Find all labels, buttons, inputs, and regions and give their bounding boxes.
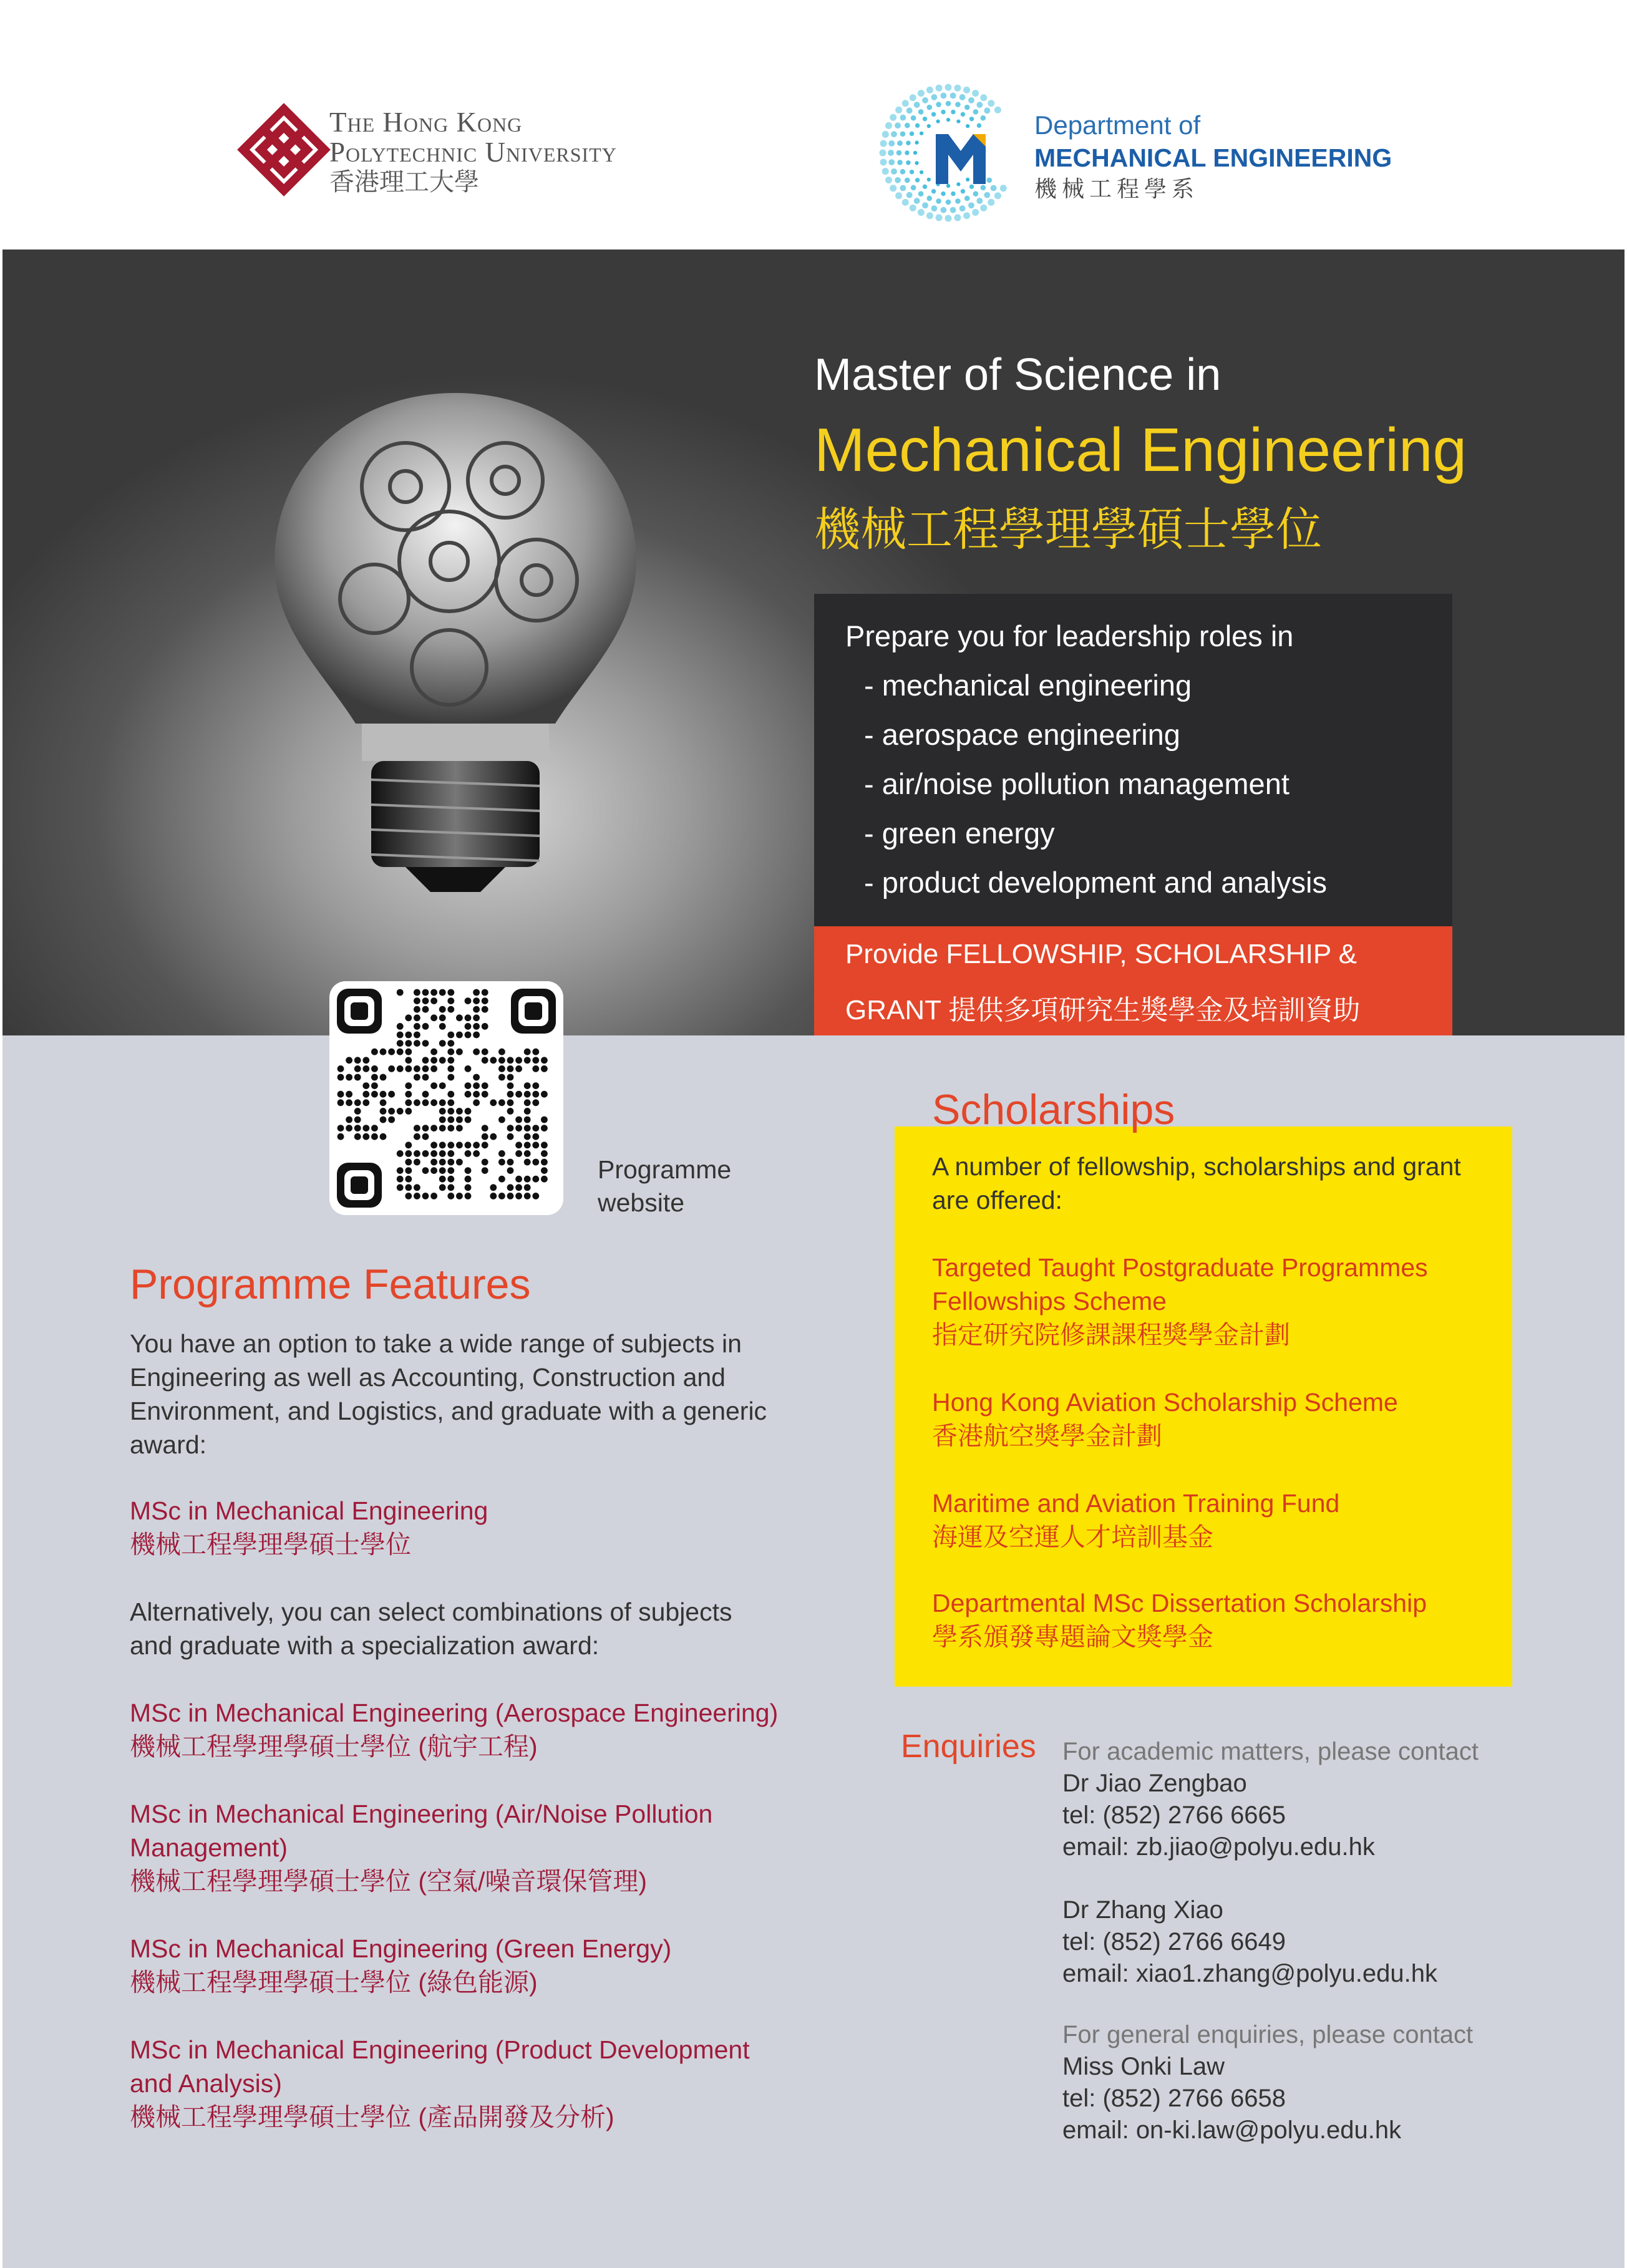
programme-title-zh: 機械工程學理學碩士學位 (814, 503, 1322, 556)
scholarship-en: Fellowships Scheme (932, 1287, 1167, 1316)
generic-award-en: MSc in Mechanical Engineering (130, 1496, 488, 1525)
scholarship-en: Departmental MSc Dissertation Scholarship (932, 1589, 1427, 1617)
programme-title-line1: Master of Science in (814, 350, 1221, 400)
polyu-logo-icon (237, 103, 331, 196)
programme-website-qr-code[interactable] (329, 981, 563, 1215)
role-item: - product development and analysis (864, 866, 1327, 899)
award-zh: 機械工程學理學碩士學位 (產品開發及分析) (130, 2103, 614, 2131)
award-item (130, 2033, 750, 2134)
programme-title-line2: Mechanical Engineering (814, 415, 1467, 484)
fellowship-line1: Provide FELLOWSHIP, SCHOLARSHIP & (845, 939, 1357, 969)
scholarship-zh: 香港航空獎學金計劃 (932, 1422, 1162, 1450)
contact-name: Dr Zhang Xiao (1062, 1896, 1223, 1924)
features-intro-line: award: (130, 1430, 207, 1459)
general-intro: For general enquiries, please contact (1062, 2021, 1474, 2048)
scholarships-intro (932, 1150, 1461, 1217)
roles-intro: Prepare you for leadership roles in (845, 619, 1294, 652)
award-zh: 機械工程學理學碩士學位 (航宇工程) (130, 1732, 538, 1761)
award-item (130, 1696, 778, 1763)
features-intro-line: Engineering as well as Accounting, Construction and (130, 1363, 726, 1392)
role-item: - green energy (864, 817, 1055, 850)
role-item: - aerospace engineering (864, 718, 1180, 751)
qr-label-line2: website (598, 1188, 685, 1217)
award-en: Management) (130, 1833, 288, 1862)
department-zh: 機械工程學系 (1034, 177, 1200, 202)
alt-intro-line: Alternatively, you can select combinations of subjects (130, 1597, 732, 1626)
polyu-name-line2: Polytechnic University (329, 137, 617, 168)
fellowship-line2: GRANT 提供多項研究生獎學金及培訓資助 (845, 995, 1361, 1025)
scholarship-zh: 學系頒發專題論文獎學金 (932, 1622, 1213, 1651)
scholarship-item (932, 1385, 1398, 1453)
award-zh: 機械工程學理學碩士學位 (綠色能源) (130, 1968, 538, 1997)
polyu-name (329, 107, 617, 197)
generic-award (130, 1494, 488, 1561)
scholarships-intro-line: are offered: (932, 1186, 1062, 1214)
role-item: - mechanical engineering (864, 669, 1192, 702)
contact-name: Dr Jiao Zengbao (1062, 1770, 1247, 1797)
department-line2: MECHANICAL ENGINEERING (1034, 143, 1392, 172)
award-en: and Analysis) (130, 2069, 282, 2098)
scholarship-en: Hong Kong Aviation Scholarship Scheme (932, 1388, 1398, 1417)
generic-award-zh: 機械工程學理學碩士學位 (130, 1530, 411, 1559)
award-en: MSc in Mechanical Engineering (Product Development (130, 2035, 750, 2064)
scholarships-heading: Scholarships (932, 1086, 1175, 1133)
qr-label-line1: Programme (598, 1155, 732, 1184)
award-en: MSc in Mechanical Engineering (Air/Noise Pollution (130, 1800, 713, 1828)
alt-intro-line: and graduate with a specialization award: (130, 1631, 600, 1660)
features-intro-line: Environment, and Logistics, and graduate with a generic (130, 1397, 767, 1425)
scholarship-zh: 指定研究院修課課程獎學金計劃 (932, 1321, 1290, 1349)
department-name (1034, 109, 1392, 205)
features-intro-line: You have an option to take a wide range of subjects in (130, 1329, 742, 1358)
contact-tel: tel: (852) 2766 6658 (1062, 2085, 1286, 2112)
award-en: MSc in Mechanical Engineering (Green Energy) (130, 1934, 672, 1963)
scholarship-item (932, 1486, 1339, 1554)
contact-email[interactable]: email: zb.jiao@polyu.edu.hk (1062, 1833, 1375, 1861)
general-contacts (1062, 2019, 1473, 2146)
scholarship-zh: 海運及空運人才培訓基金 (932, 1523, 1213, 1551)
academic-contacts (1062, 1736, 1479, 1863)
award-item (130, 1797, 712, 1898)
features-intro (130, 1327, 767, 1461)
award-item (130, 1932, 671, 1999)
scholarship-item (932, 1251, 1428, 1352)
polyu-name-line1: The Hong Kong (329, 107, 523, 138)
scholarship-en: Targeted Taught Postgraduate Programmes (932, 1253, 1428, 1282)
contact-tel: tel: (852) 2766 6649 (1062, 1928, 1286, 1955)
contact-email[interactable]: email: on-ki.law@polyu.edu.hk (1062, 2116, 1402, 2144)
award-zh: 機械工程學理學碩士學位 (空氣/噪音環保管理) (130, 1867, 648, 1896)
contact-tel: tel: (852) 2766 6665 (1062, 1801, 1286, 1829)
scholarships-intro-line: A number of fellowship, scholarships and grant (932, 1152, 1461, 1181)
gear-lightbulb-icon (262, 374, 649, 923)
academic-intro: For academic matters, please contact (1062, 1738, 1479, 1765)
polyu-name-zh: 香港理工大學 (329, 168, 479, 196)
scholarship-item (932, 1586, 1427, 1654)
alt-intro (130, 1595, 732, 1662)
programme-features-heading: Programme Features (130, 1261, 531, 1308)
contact-email[interactable]: email: xiao1.zhang@polyu.edu.hk (1062, 1960, 1437, 1987)
enquiries-heading: Enquiries (901, 1728, 1036, 1765)
scholarship-en: Maritime and Aviation Training Fund (932, 1489, 1340, 1518)
department-logo-icon (877, 81, 1020, 225)
award-en: MSc in Mechanical Engineering (Aerospace Engineering) (130, 1699, 779, 1727)
department-line1: Department of (1034, 110, 1201, 140)
role-item: - air/noise pollution management (864, 767, 1289, 800)
academic-contact-2 (1062, 1894, 1437, 1990)
contact-name: Miss Onki Law (1062, 2053, 1225, 2080)
